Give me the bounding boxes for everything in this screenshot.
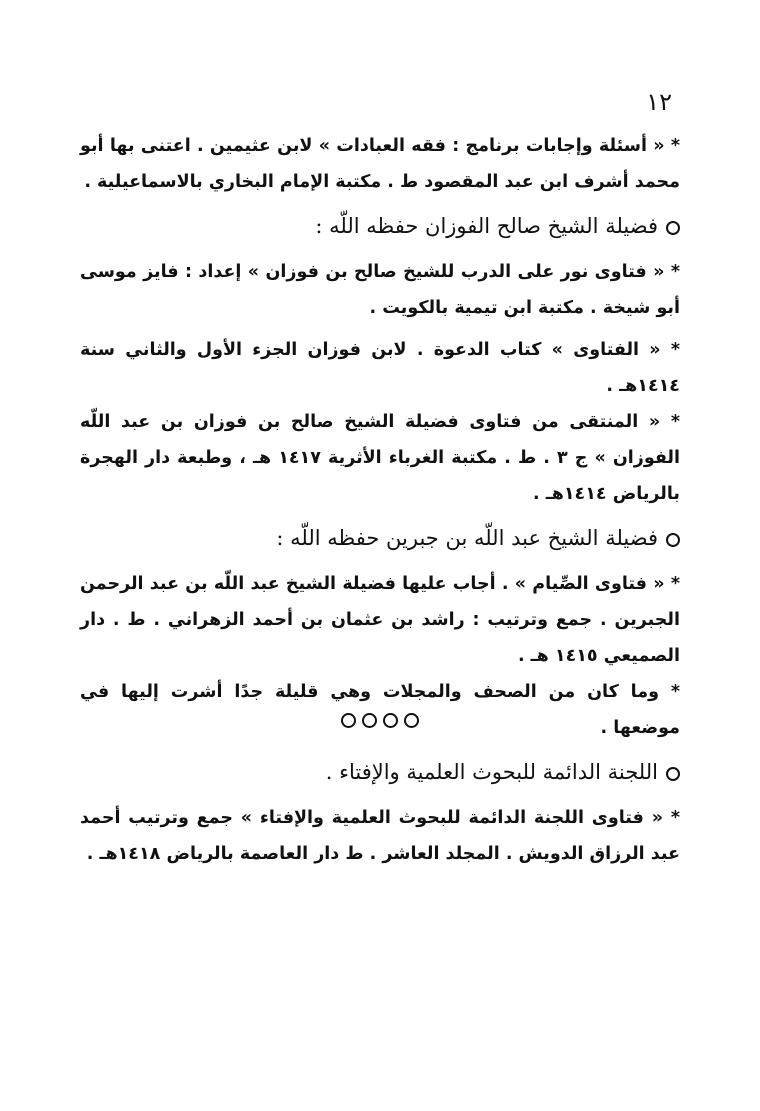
circle-ornament-icon [383, 713, 398, 728]
circle-ornament-icon [341, 713, 356, 728]
reference-entry: * « فتاوى نور على الدرب للشيخ صالح بن فوزان » إعداد : فايز موسى أبو شيخة . مكتبة ابن تيمية بالكويت . [80, 262, 680, 318]
circle-bullet-icon [666, 221, 680, 235]
section-heading [80, 752, 680, 792]
section-heading [80, 518, 680, 558]
circle-ornament-icon [404, 713, 419, 728]
page-content [80, 128, 680, 878]
reference-entry: * « أسئلة وإجابات برنامج : فقه العبادات » لابن عثيمين . اعتنى بها أبو محمد أشرف ابن عبد المقصود ط . مكتبة الإمام البخاري بالاسماعيلية . [80, 136, 680, 192]
circle-bullet-icon [666, 533, 680, 547]
circle-ornament-icon [362, 713, 377, 728]
reference-entry: * « فتاوى الصِّيام » . أجاب عليها فضيلة الشيخ عبد اللّه بن عبد الرحمن الجبرين . جمع وترتيب : راشد بن عثمان بن أحمد الزهراني . ط . دار الصميعي ١٤١٥ هـ . [80, 574, 680, 666]
circle-bullet-icon [666, 767, 680, 781]
reference-entry: * « فتاوى اللجنة الدائمة للبحوث العلمية والإفتاء » جمع وترتيب أحمد عبد الرزاق الدويش . المجلد العاشر . ط دار العاصمة بالرياض ١٤١٨هـ . [80, 808, 680, 864]
page-number: ١٢ [646, 88, 672, 116]
reference-entry: * وما كان من الصحف والمجلات وهي قليلة جدًا أشرت إليها في موضعها . [80, 682, 680, 738]
section-heading [80, 206, 680, 246]
section-end-ornament [0, 713, 760, 732]
section-heading-text: فضيلة الشيخ عبد اللّه بن جبرين حفظه اللّه : [276, 526, 658, 550]
reference-entry: * « الفتاوى » كتاب الدعوة . لابن فوزان الجزء الأول والثاني سنة ١٤١٤هـ . [80, 340, 680, 396]
section-heading-text: اللجنة الدائمة للبحوث العلمية والإفتاء . [325, 760, 658, 784]
reference-entry: * « المنتقى من فتاوى فضيلة الشيخ صالح بن فوزان بن عبد اللّه الفوزان » ج ٣ . ط . مكتبة الغرباء الأثرية ١٤١٧ هـ ، وطبعة دار الهجرة بالرياض ١٤١٤هـ . [80, 412, 681, 504]
section-heading-text: فضيلة الشيخ صالح الفوزان حفظه اللّه : [315, 214, 658, 238]
